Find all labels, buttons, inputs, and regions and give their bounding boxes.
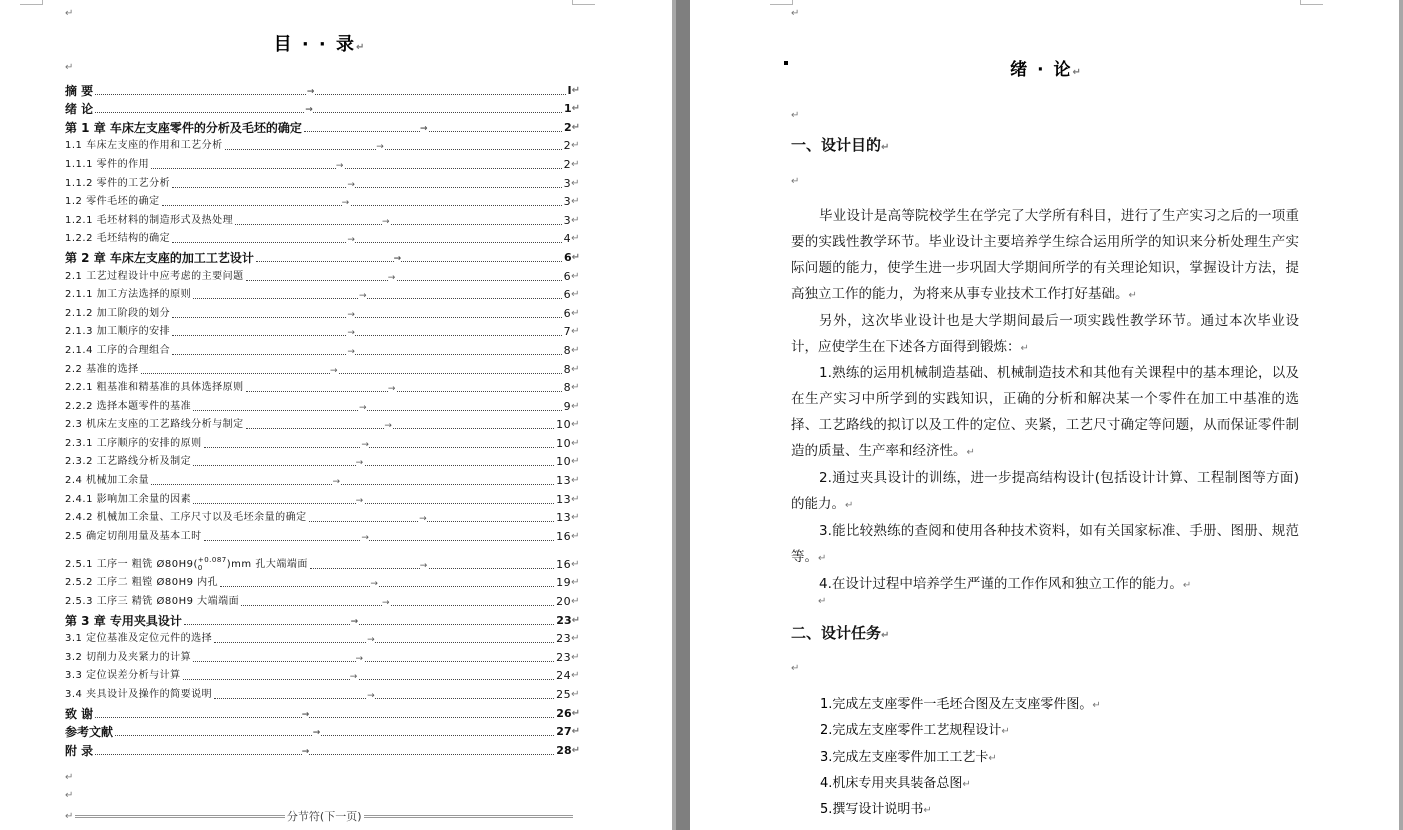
toc-dot-leader	[220, 579, 554, 590]
paragraph-text: 毕业设计是高等院校学生在学完了大学所有科目，进行了生产实习之后的一项重要的实践性教学环节。毕业设计主要培养学生综合运用所学的知识来分析处理生产实际问题的能力，使学生进一步巩固大学期间所学的有关理论知识，掌握设计方法，提高独立工作的能力，为将来从事专业技术工作打好基础。	[791, 208, 1299, 302]
toc-entry-page: 23	[556, 632, 572, 646]
margin-corner-mark	[770, 0, 793, 5]
toc-entry[interactable]	[65, 172, 580, 191]
toc-entry-label: 3.3 定位误差分析与计算	[65, 670, 181, 682]
toc-entry-label: 绪 论	[65, 102, 94, 117]
tab-arrow-icon: →	[306, 86, 315, 97]
margin-corner-mark	[20, 0, 43, 5]
paragraph-mark: ↵	[571, 512, 580, 524]
tab-arrow-icon: →	[355, 653, 364, 664]
list-item	[820, 797, 1101, 823]
toc-entry[interactable]	[65, 414, 580, 433]
toc-entry[interactable]	[65, 488, 580, 507]
tab-arrow-icon: →	[301, 709, 310, 720]
toc-entry-label: 1.2.1 毛坯材料的制造形式及热处理	[65, 214, 234, 226]
section-break	[65, 808, 575, 824]
paragraph-mark: ↵	[571, 196, 580, 208]
paragraph-mark: ↵	[791, 8, 800, 19]
intro-title	[690, 55, 1403, 80]
toc-entry-page: 3	[563, 213, 572, 227]
toc-entry[interactable]	[65, 432, 580, 451]
toc-entry-label: 1.2.2 毛坯结构的确定	[65, 233, 171, 245]
toc-entry-label: 2.1.3 加工顺序的安排	[65, 326, 171, 338]
paragraph-mark: ↵	[571, 233, 580, 245]
paragraph-text: 另外，这次毕业设计也是大学期间最后一项实践性教学环节。通过本次毕业设计，应使学生在下述各方面得到锻炼：	[791, 313, 1299, 355]
margin-corner-mark	[572, 0, 595, 5]
toc-entry[interactable]	[65, 377, 580, 396]
paragraph	[791, 571, 1299, 599]
paragraph-mark: ↵	[988, 752, 997, 764]
toc-entry-label: 3.2 切削力及夹紧力的计算	[65, 651, 192, 663]
paragraph	[791, 308, 1299, 362]
toc-dot-leader	[141, 365, 562, 376]
toc-entry-label: 2.3.1 工序顺序的安排的原则	[65, 437, 202, 449]
paragraph-mark: ↵	[1072, 67, 1083, 78]
tolerance-lower: 0	[197, 563, 203, 572]
tab-arrow-icon: →	[387, 384, 396, 395]
paragraph-mark: ↵	[881, 630, 890, 641]
toc-dot-leader	[193, 458, 554, 469]
toc-dot-leader	[235, 216, 561, 227]
toc-entry-page: 25	[556, 688, 572, 701]
paragraph	[791, 465, 1299, 519]
margin-corner-mark	[1300, 0, 1323, 5]
toc-entry-label: 2.4.2 机械加工余量、工序尺寸以及毛坯余量的确定	[65, 512, 307, 524]
toc-entry-label: 2.2.1 粗基准和精基准的具体选择原则	[65, 382, 244, 394]
paragraph-mark: ↵	[845, 500, 854, 511]
toc-entry-page: 2	[563, 139, 572, 153]
toc-entry[interactable]	[65, 683, 580, 702]
toc-entry-page: 8	[563, 362, 572, 376]
toc-dot-leader	[310, 560, 554, 571]
toc-entry[interactable]	[65, 702, 580, 721]
task-list	[820, 692, 1101, 823]
tab-arrow-icon: →	[347, 309, 356, 320]
tab-arrow-icon: →	[367, 691, 376, 701]
toc-entry-label: 2.2 基准的选择	[65, 363, 139, 375]
paragraph-mark: ↵	[571, 493, 580, 505]
task-text: 3.完成左支座零件加工工艺卡	[820, 749, 989, 765]
toc-dot-leader	[225, 142, 562, 153]
toc-entry[interactable]	[65, 628, 580, 647]
tab-arrow-icon: →	[347, 346, 356, 357]
paragraph-mark: ↵	[65, 8, 74, 19]
toc-entry-label: 参考文献	[65, 725, 114, 740]
tab-arrow-icon: →	[330, 365, 339, 376]
toc-entry-label: 2.1.2 加工阶段的划分	[65, 307, 171, 319]
toc-dot-leader	[193, 653, 554, 664]
list-item	[820, 745, 1101, 771]
toc-dot-leader	[214, 691, 554, 701]
tab-arrow-icon: →	[312, 728, 321, 739]
toc-entry-label: 2.2.2 选择本题零件的基准	[65, 400, 192, 412]
toc-entry[interactable]	[65, 246, 580, 265]
toc-entry[interactable]	[65, 153, 580, 172]
paragraph-mark: ↵	[791, 176, 800, 187]
paragraph-mark: ↵	[571, 558, 580, 570]
toc-dot-leader	[172, 179, 561, 190]
toc-entry-page: 6	[563, 269, 572, 283]
toc-entry-label: 2.4.1 影响加工余量的因素	[65, 493, 192, 505]
toc-entry-page: 6	[563, 288, 572, 302]
toc-entry[interactable]	[65, 507, 580, 526]
paragraph-text: 2.通过夹具设计的训练，进一步提高结构设计(包括设计计算、工程制图等方面)的能力。	[791, 470, 1299, 512]
toc-entry-label: 1.1.1 零件的作用	[65, 158, 150, 170]
section-break-line	[364, 815, 574, 818]
paragraph-mark: ↵	[571, 140, 580, 152]
toc-entry-page: 3	[563, 176, 572, 190]
toc-entry[interactable]	[65, 135, 580, 154]
toc-entry-page: 28	[556, 743, 572, 757]
toc-entry[interactable]	[65, 739, 580, 758]
toc-dot-leader	[214, 635, 554, 646]
tab-arrow-icon: →	[419, 560, 428, 571]
toc-dot-leader	[193, 291, 561, 302]
toc-entry-page: 1	[563, 102, 572, 116]
toc-dot-leader	[151, 160, 561, 171]
toc-entry[interactable]	[65, 339, 580, 358]
toc-entry-label: 1.2 零件毛坯的确定	[65, 196, 160, 208]
toc-entry[interactable]	[65, 609, 580, 628]
toc-entry-page: 3	[563, 195, 572, 209]
list-item	[820, 718, 1101, 744]
paragraph-mark: ↵	[571, 530, 580, 542]
tab-arrow-icon: →	[381, 598, 391, 609]
paragraph-mark: ↵	[65, 772, 74, 783]
task-text: 2.完成左支座零件工艺规程设计	[820, 723, 1002, 739]
toc-entry-page: 10	[556, 436, 572, 450]
toc-entry-label: 2.4 机械加工余量	[65, 475, 150, 487]
tab-arrow-icon: →	[358, 402, 367, 413]
toc-entry-page: 26	[556, 706, 572, 720]
paragraph-mark: ↵	[791, 110, 800, 121]
paragraph-mark: ↵	[571, 177, 580, 189]
task-text: 5.撰写设计说明书	[820, 802, 924, 818]
toc-entry[interactable]	[65, 191, 580, 210]
toc-entry-page: 13	[556, 511, 572, 525]
tab-arrow-icon: →	[420, 123, 428, 134]
toc-entry-label: 3.4 夹具设计及操作的简要说明	[65, 689, 213, 700]
toc-entry-label: 第 3 章 专用夹具设计	[65, 613, 182, 628]
toc-entry-page: 13	[556, 492, 572, 506]
paragraph-mark: ↵	[791, 663, 800, 674]
toc-dot-leader	[95, 86, 565, 97]
tab-arrow-icon: →	[347, 179, 356, 190]
paragraph-mark: ↵	[962, 778, 971, 790]
paragraph-mark: ↵	[571, 726, 580, 738]
paragraph-mark: ↵	[571, 670, 580, 682]
paragraph-mark: ↵	[571, 382, 580, 394]
toc-title-text: 目 · · 录	[273, 34, 357, 55]
paragraph-mark: ↵	[571, 475, 580, 487]
toc-entry-page: 10	[556, 418, 572, 432]
toc-entry-page: I	[567, 83, 572, 97]
toc-dot-leader	[95, 105, 562, 116]
paragraph-mark: ↵	[571, 707, 580, 719]
toc-dot-leader	[172, 328, 561, 339]
heading-design-tasks	[791, 622, 889, 643]
paragraph-mark: ↵	[571, 419, 580, 431]
paragraph	[791, 518, 1299, 572]
toc-dot-leader	[172, 346, 561, 357]
paragraph-mark: ↵	[571, 326, 580, 338]
toc-entry-page: 20	[556, 595, 572, 609]
paragraph-mark: ↵	[1001, 726, 1010, 738]
toc-entry-page: 2	[563, 157, 572, 171]
toc-dot-leader	[183, 672, 555, 683]
paragraph-mark: ↵	[1092, 700, 1101, 711]
paragraph-mark: ↵	[571, 689, 580, 700]
toc-entry-label: 2.1.1 加工方法选择的原则	[65, 289, 192, 301]
toc-entry-label-suffix: )mm 孔大端端面	[226, 558, 308, 570]
toc-entry-label: 3.1 定位基准及定位元件的选择	[65, 633, 213, 645]
toc-entry-page: 9	[563, 399, 572, 413]
tab-arrow-icon: →	[301, 746, 310, 757]
toc-entry[interactable]	[65, 302, 580, 321]
toc-entry-label: 1.1 车床左支座的作用和工艺分析	[65, 140, 223, 152]
tab-arrow-icon: →	[305, 105, 313, 116]
tab-arrow-icon: →	[355, 458, 364, 469]
tab-arrow-icon: →	[358, 291, 367, 302]
paragraph-mark: ↵	[571, 400, 580, 412]
toc-dot-leader	[204, 439, 554, 450]
paragraph-mark: ↵	[571, 744, 580, 756]
toc-dot-leader	[304, 123, 562, 134]
section-break-line	[75, 815, 285, 818]
list-item	[820, 692, 1101, 718]
tab-arrow-icon: →	[361, 532, 370, 543]
toc-dot-leader	[151, 477, 554, 488]
task-text: 4.机床专用夹具装备总图	[820, 775, 963, 791]
paragraph-mark: ↵	[966, 447, 975, 458]
paragraph-text: 4.在设计过程中培养学生严谨的工作作风和独立工作的能力。	[819, 576, 1183, 592]
paragraph-mark: ↵	[571, 214, 580, 226]
paragraph-mark: ↵	[571, 103, 580, 115]
paragraph-mark: ↵	[65, 810, 74, 822]
tolerance-upper: +0.087	[197, 555, 227, 564]
toc-entry-label: 第 2 章 车床左支座的加工工艺设计	[65, 250, 254, 265]
toc-dot-leader	[309, 514, 554, 525]
tab-arrow-icon: →	[361, 439, 370, 450]
toc-entry[interactable]	[65, 209, 580, 228]
tab-arrow-icon: →	[347, 235, 356, 246]
tab-arrow-icon: →	[335, 160, 344, 171]
toc-entry-page: 6	[563, 306, 572, 320]
paragraph-mark: ↵	[571, 596, 580, 608]
paragraph-mark: ↵	[571, 270, 580, 282]
paragraph-mark: ↵	[571, 158, 580, 170]
tab-arrow-icon: →	[355, 495, 364, 506]
toc-entry-page: 27	[556, 725, 572, 739]
tab-arrow-icon: →	[332, 477, 341, 488]
toc-dot-leader	[246, 384, 562, 395]
tab-arrow-icon: →	[384, 421, 393, 432]
toc-entry[interactable]	[65, 358, 580, 377]
toc-entry-label: 2.1.4 工序的合理组合	[65, 344, 171, 356]
tab-arrow-icon: →	[419, 514, 428, 525]
toc-dot-leader	[95, 709, 554, 720]
toc-dot-leader	[95, 746, 554, 757]
paragraph-mark: ↵	[571, 344, 580, 356]
toc-entry[interactable]	[65, 79, 580, 98]
toc-entry[interactable]	[65, 395, 580, 414]
paragraph-mark: ↵	[881, 142, 890, 153]
paragraph-mark: ↵	[571, 577, 580, 589]
tab-arrow-icon: →	[376, 142, 385, 153]
paragraph-mark: ↵	[818, 553, 827, 564]
toc-entry[interactable]	[65, 228, 580, 247]
toc-entry-label: 致 谢	[65, 706, 94, 721]
toc-dot-leader	[115, 728, 554, 739]
paragraph-mark: ↵	[1182, 580, 1192, 591]
toc-dot-leader	[172, 309, 561, 320]
page-edge	[1399, 0, 1403, 830]
list-item	[820, 771, 1101, 797]
toc-entry[interactable]	[65, 321, 580, 340]
tab-arrow-icon: →	[350, 616, 359, 627]
toc-entry[interactable]	[65, 665, 580, 684]
paragraph-mark: ↵	[571, 633, 580, 645]
toc-dot-leader	[256, 253, 562, 264]
tab-arrow-icon: →	[393, 253, 402, 264]
paragraph-mark: ↵	[571, 437, 580, 449]
toc-entry[interactable]	[65, 469, 580, 488]
toc-entry[interactable]	[65, 590, 580, 609]
toc-dot-leader	[162, 198, 562, 209]
toc-dot-leader	[193, 402, 561, 413]
paragraph	[791, 360, 1299, 466]
toc-dot-leader	[184, 616, 554, 627]
paragraph-mark: ↵	[1020, 343, 1029, 354]
paragraph-mark: ↵	[923, 805, 932, 817]
paragraph-mark: ↵	[356, 42, 367, 53]
toc-entry-page: 16	[556, 557, 572, 571]
toc-entry-label: 附 录	[65, 743, 94, 758]
toc-entry[interactable]	[65, 265, 580, 284]
tab-arrow-icon: →	[367, 635, 376, 646]
tab-arrow-icon: →	[349, 672, 358, 683]
toc-entry[interactable]	[65, 525, 580, 544]
paragraph-text: 3.能比较熟练的查阅和使用各种技术资料，如有关国家标准、手册、图册、规范等。	[791, 523, 1299, 565]
paragraph-mark: ↵	[571, 289, 580, 301]
toc-entry-page: 8	[563, 343, 572, 357]
toc-entry-label: 1.1.2 零件的工艺分析	[65, 177, 171, 189]
toc-entry-label: 2.5.1 工序一 粗铣 Ø80H9(	[65, 558, 198, 570]
toc-entry[interactable]	[65, 721, 580, 740]
paragraph-mark: ↵	[1128, 290, 1137, 301]
toc-entry[interactable]	[65, 116, 580, 135]
paragraph-mark: ↵	[571, 651, 580, 663]
tab-arrow-icon: →	[341, 198, 350, 209]
toc-entry-label: 2.5 确定切削用量及基本工时	[65, 530, 202, 542]
heading-text: 一、设计目的	[791, 136, 882, 154]
toc-entry-page: 8	[563, 381, 572, 395]
toc-entry-label: 2.3.2 工艺路线分析及制定	[65, 456, 192, 468]
tab-arrow-icon: →	[370, 579, 379, 590]
toc-entry-label: 2.3 机床左支座的工艺路线分析与制定	[65, 419, 244, 431]
toc-entry-page: 7	[563, 325, 572, 339]
toc-entry[interactable]	[65, 544, 580, 572]
paragraph-mark: ↵	[571, 363, 580, 375]
toc-entry-page: 13	[556, 474, 572, 488]
paragraph-mark: ↵	[571, 307, 580, 319]
heading-design-purpose	[791, 134, 889, 155]
toc-entry-label: 第 1 章 车床左支座零件的分析及毛坯的确定	[65, 120, 302, 135]
toc-title	[0, 30, 640, 56]
toc-list	[65, 79, 580, 758]
toc-entry-page: 23	[556, 613, 572, 627]
toc-dot-leader	[193, 495, 554, 506]
toc-entry[interactable]	[65, 284, 580, 303]
paragraph-mark: ↵	[818, 596, 827, 607]
toc-entry[interactable]	[65, 451, 580, 470]
toc-entry[interactable]	[65, 98, 580, 117]
toc-dot-leader	[246, 272, 562, 283]
toc-entry-page: 2	[563, 120, 572, 134]
toc-entry-page: 16	[556, 529, 572, 543]
toc-entry[interactable]	[65, 572, 580, 591]
paragraph	[791, 203, 1299, 309]
tab-arrow-icon: →	[382, 216, 391, 227]
toc-page	[0, 0, 672, 830]
heading-text: 二、设计任务	[791, 624, 882, 642]
toc-entry-label: 摘 要	[65, 83, 94, 98]
toc-entry-label: 2.5.3 工序三 精铣 Ø80H9 大端端面	[65, 596, 240, 608]
toc-dot-leader	[172, 235, 561, 246]
toc-entry[interactable]	[65, 646, 580, 665]
page-gutter	[672, 0, 676, 830]
tolerance-fraction	[198, 556, 227, 572]
paragraph-mark: ↵	[571, 251, 580, 263]
tab-arrow-icon: →	[387, 272, 396, 283]
toc-entry-label: 2.5.2 工序二 粗镗 Ø80H9 内孔	[65, 577, 219, 589]
paragraph-mark: ↵	[571, 456, 580, 468]
toc-dot-leader	[204, 532, 555, 543]
toc-entry-page: 10	[556, 455, 572, 469]
toc-entry-page: 24	[556, 669, 572, 683]
paragraph-mark: ↵	[65, 790, 74, 801]
intro-title-text: 绪 · 论	[1010, 60, 1073, 80]
toc-entry-page: 19	[556, 576, 572, 590]
toc-entry-label: 2.1 工艺过程设计中应考虑的主要问题	[65, 270, 244, 282]
paragraph-mark: ↵	[571, 121, 580, 133]
toc-dot-leader	[241, 598, 554, 609]
paragraph-mark: ↵	[571, 614, 580, 626]
toc-entry-page: 4	[563, 232, 572, 246]
toc-entry-page: 23	[556, 650, 572, 664]
intro-page	[690, 0, 1403, 830]
paragraph-mark: ↵	[65, 62, 74, 73]
task-text: 1.完成左支座零件一毛坯合图及左支座零件图。	[820, 697, 1093, 712]
toc-entry-page: 6	[563, 250, 572, 264]
paragraph-mark: ↵	[571, 84, 580, 96]
section-break-label: 分节符(下一页)	[286, 810, 362, 823]
toc-dot-leader	[246, 421, 555, 432]
tab-arrow-icon: →	[347, 328, 356, 339]
paragraph-text: 1.熟练的运用机械制造基础、机械制造技术和其他有关课程中的基本理论，以及在生产实习中所学到的实践知识，正确的分析和解决某一个零件在加工中基准的选择、工艺路线的拟订以及工件的定位、夹紧，工艺尺寸确定等问题，从而保证零件制造的质量、生产率和经济性。	[791, 365, 1299, 459]
